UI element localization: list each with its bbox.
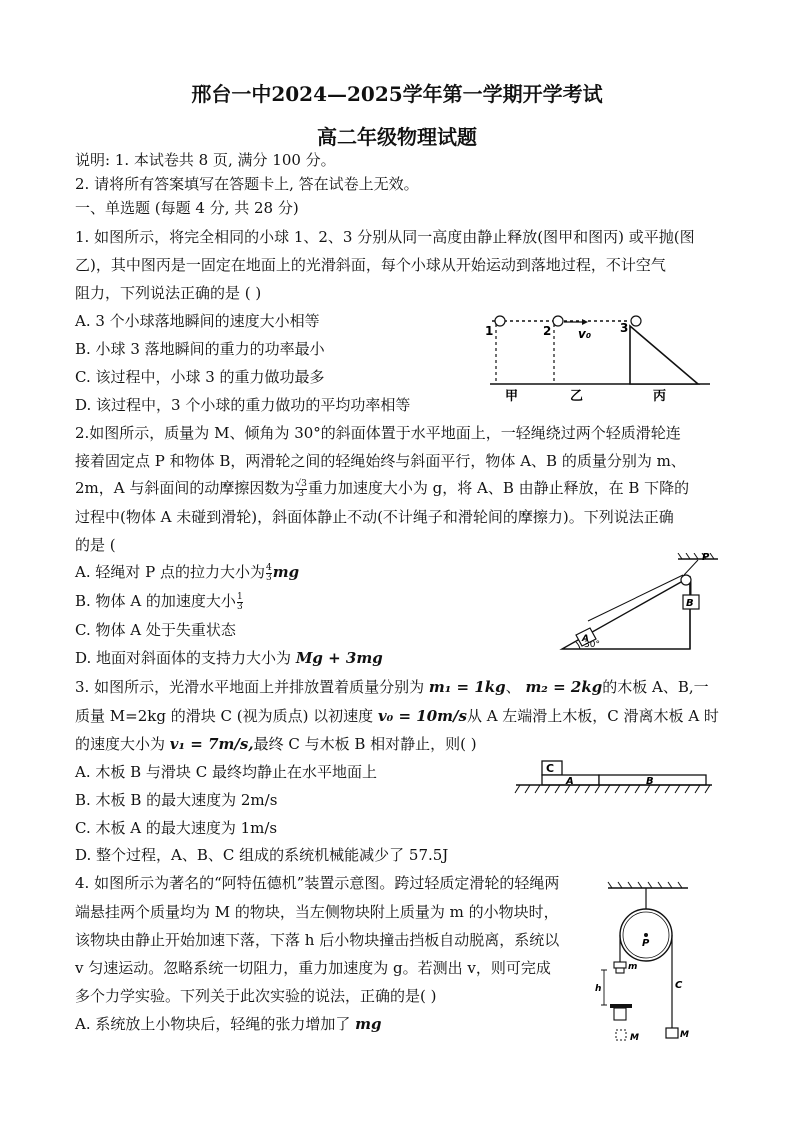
q2-stem-5: 的是 (: [75, 536, 116, 554]
q2-option-d: D. 地面对斜面体的支持力大小为 Mg + 3mg: [75, 649, 383, 667]
q1-stem-2: 乙)，其中图丙是一固定在地面上的光滑斜面，每个小球从开始运动到落地过程，不计空气: [75, 256, 666, 274]
q1-stem-3: 阻力，下列说法正确的是 ( ): [75, 284, 262, 302]
q3-label-C: C: [546, 762, 555, 775]
q4-label-M-right: M: [680, 1030, 689, 1040]
q4-label-h: h: [595, 984, 602, 994]
q3-option-a: A. 木板 B 与滑块 C 最终均静止在水平地面上: [75, 763, 377, 781]
q2-friction-fraction: $\frac{√3}{3}$: [295, 478, 307, 499]
q1-option-a: A. 3 个小球落地瞬间的速度大小相等: [75, 312, 320, 330]
q2-angle-label: 30°: [584, 640, 600, 650]
q3-option-d: D. 整个过程，A、B、C 组成的系统机械能减少了 57.5J: [75, 846, 449, 864]
q4-label-M-left: M: [630, 1033, 639, 1043]
exam-title: 邢台一中2024—2025学年第一学期开学考试: [191, 82, 603, 106]
q1-label-bing: 丙: [653, 389, 667, 404]
q4-label-P: P: [642, 938, 650, 949]
q3-option-b: B. 木板 B 的最大速度为 2m/s: [75, 791, 278, 809]
q4-stem-1: 4. 如图所示为著名的“阿特伍德机”装置示意图。跨过轻质定滑轮的轻绳两: [75, 874, 560, 892]
q1-label-jia: 甲: [505, 389, 519, 404]
q4-stem-2: 端悬挂两个质量均为 M 的物块，当左侧物块附上质量为 m 的小物块时，: [75, 903, 559, 921]
q4-figure: [586, 880, 716, 1050]
q3-label-B: B: [646, 776, 654, 787]
q1-ball-2-label: 2: [543, 324, 552, 338]
q4-stem-3: 该物块由静止开始加速下落，下落 h 后小物块撞击挡板自动脱离，系统以: [75, 931, 560, 949]
q1-option-c: C. 该过程中，小球 3 的重力做功最多: [75, 368, 325, 386]
q1-figure: [480, 308, 720, 406]
q1-label-yi: 乙: [570, 389, 584, 404]
q3-stem-3: 的速度大小为 v₁ = 7m/s,最终 C 与木板 B 相对静止，则( ): [75, 735, 477, 753]
q4-label-m: m: [628, 962, 638, 972]
q1-option-d: D. 该过程中，3 个小球的重力做功的平均功率相等: [75, 396, 411, 414]
q3-stem-2: 质量 M=2kg 的滑块 C (视为质点) 以初速度 v₀ = 10m/s从 A 左端滑上木板，C 滑离木板 A 时: [75, 707, 719, 725]
q1-stem-1: 1. 如图所示，将完全相同的小球 1、2、3 分别从同一高度由静止释放(图甲和图丙) 或平抛(图: [75, 228, 695, 246]
q1-option-b: B. 小球 3 落地瞬间的重力的功率最小: [75, 340, 325, 358]
q2-stem-1: 2.如图所示，质量为 M、倾角为 30°的斜面体置于水平地面上，一轻绳绕过两个轻质滑轮连: [75, 424, 681, 442]
q2-label-B: B: [686, 598, 694, 609]
q3-figure: [512, 758, 717, 800]
exam-subtitle: 高二年级物理试题: [317, 125, 477, 149]
q2-option-b: B. 物体 A 的加速度大小 $\frac{1}{3}$: [75, 591, 243, 612]
q2-label-A: A: [582, 634, 589, 644]
section-heading: 一、单选题 (每题 4 分, 共 28 分): [75, 199, 299, 217]
q3-label-A: A: [566, 776, 574, 787]
q1-ball-3-label: 3: [620, 321, 629, 335]
q2-stem-4: 过程中(物体 A 未碰到滑轮)，斜面体静止不动(不计绳子和滑轮间的摩擦力)。下列说法正确: [75, 508, 674, 526]
q2-figure: [540, 553, 720, 658]
q4-label-C: C: [675, 980, 683, 991]
q2-option-a: A. 轻绳对 P 点的拉力大小为 $\frac{4}{3}$ mg: [75, 562, 300, 583]
q1-velocity-label: v₀: [578, 327, 592, 341]
q3-option-c: C. 木板 A 的最大速度为 1m/s: [75, 819, 278, 837]
q2-option-c: C. 物体 A 处于失重状态: [75, 621, 236, 639]
q3-stem-1: 3. 如图所示，光滑水平地面上并排放置着质量分别为 m₁ = 1kg、 m₂ = 2kg的木板 A、B,一: [75, 678, 709, 696]
note-line-2: 2. 请将所有答案填写在答题卡上, 答在试卷上无效。: [75, 175, 419, 193]
q4-option-a: A. 系统放上小物块后，轻绳的张力增加了 mg: [75, 1015, 382, 1033]
note-line-1: 说明: 1. 本试卷共 8 页, 满分 100 分。: [75, 151, 336, 169]
q2-stem-3: 2m，A 与斜面间的动摩擦因数为 $\frac{√3}{3}$ 重力加速度大小为 g，将 A、B 由静止释放，在 B 下降的: [75, 478, 690, 499]
q1-ball-1-label: 1: [485, 324, 494, 338]
q4-stem-5: 多个力学实验。下列关于此次实验的说法，正确的是( ): [75, 987, 437, 1005]
q2-label-P: P: [702, 553, 710, 563]
q4-stem-4: v 匀速运动。忽略系统一切阻力，重力加速度为 g。若测出 v，则可完成: [75, 959, 551, 977]
q2-stem-2: 接着固定点 P 和物体 B，两滑轮之间的轻绳始终与斜面平行，物体 A、B 的质量分别为 m、: [75, 452, 686, 470]
